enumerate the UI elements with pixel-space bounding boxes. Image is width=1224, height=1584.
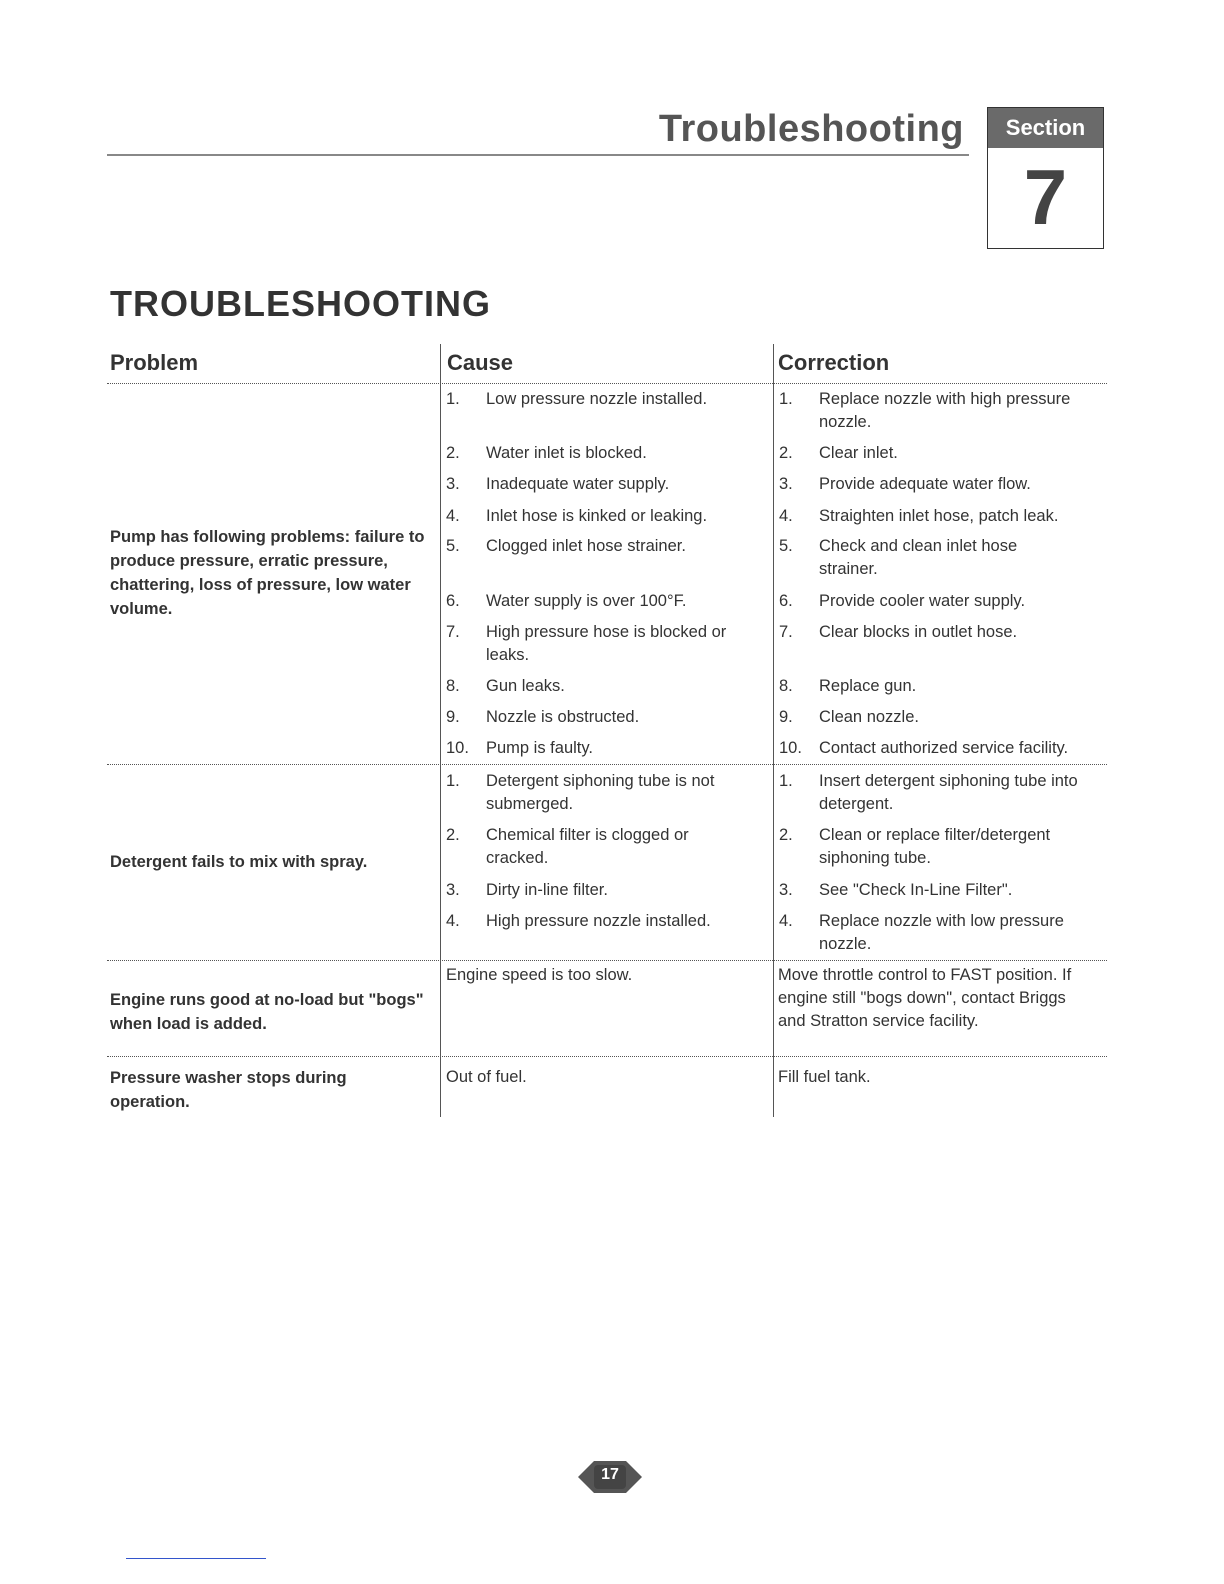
column-header-correction: Correction (778, 350, 890, 375)
problem-engine: Engine runs good at no-load but "bogs" when load is added. (110, 991, 424, 1033)
problem-stops: Pressure washer stops during operation. (110, 1069, 347, 1111)
section-number: 7 (1023, 153, 1068, 241)
section-label: Section (988, 108, 1103, 148)
column-divider (440, 344, 441, 1117)
cause-text: Engine speed is too slow. (446, 966, 633, 984)
row-divider (107, 960, 1107, 961)
header-rule (107, 154, 969, 156)
column-header-cause: Cause (447, 350, 514, 375)
row-divider (107, 383, 1107, 384)
page-number: 17 (601, 1466, 619, 1483)
column-divider (773, 344, 774, 1117)
cause-text: Out of fuel. (446, 1068, 527, 1086)
row-divider (107, 1056, 1107, 1057)
correction-text: Fill fuel tank. (778, 1068, 871, 1086)
page-title: TROUBLESHOOTING (110, 283, 491, 324)
section-badge (987, 107, 1104, 249)
correction-text: Move throttle control to FAST position. If engine still "bogs down", contact Briggs and Stratton service facility. (778, 966, 1072, 1030)
footer-link-rule (126, 1558, 266, 1559)
row-divider (107, 764, 1107, 765)
page-number-badge (578, 1457, 642, 1497)
problem-detergent: Detergent fails to mix with spray. (110, 853, 368, 871)
column-header-problem: Problem (110, 350, 199, 375)
header-title: Troubleshooting (658, 108, 964, 150)
problem-pump: Pump has following problems: failure to produce pressure, erratic pressure, chattering, loss of pressure, low water volume. (110, 528, 425, 618)
